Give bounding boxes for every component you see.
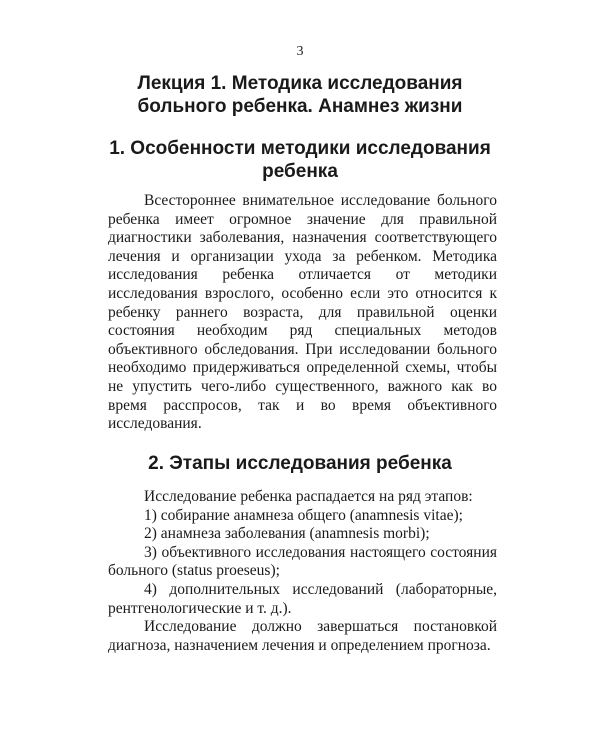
- paragraph-line: исследования ребенка отличается от методики: [108, 266, 497, 284]
- stage-item: 3) объективного исследования настоящего состояния: [144, 543, 497, 561]
- paragraph-line: исследования.: [108, 415, 202, 433]
- paragraph-line: лечения и организации ухода за ребенком. Методика: [108, 247, 497, 265]
- stage-item: 4) дополнительных исследований (лабораторные,: [144, 580, 497, 598]
- conclusion-line: Исследование должно завершаться постановкой: [144, 618, 497, 636]
- stage-item: 2) анамнеза заболевания (anamnesis morbi);: [144, 525, 430, 543]
- stage-item-continuation: больного (status proeseus);: [108, 562, 280, 580]
- stage-item: 1) собирание анамнеза общего (anamnesis vitae);: [144, 506, 463, 524]
- paragraph-line: исследования взрослого, особенно если это относится к: [108, 284, 497, 302]
- conclusion-line: диагноза, назначением лечения и определением прогноза.: [108, 636, 491, 654]
- stages-intro: Исследование ребенка распадается на ряд этапов:: [144, 488, 473, 505]
- section-1-title-line: ребенка: [262, 161, 338, 182]
- section-1-title: [100, 137, 500, 183]
- paragraph-line: объективного обследования. При исследовании больного: [108, 340, 497, 358]
- paragraph-line: не упустить чего-либо существенного, важного как во: [108, 377, 497, 395]
- paragraph-line: Всестороннее внимательное исследование больного: [144, 192, 497, 209]
- section-1-paragraph: [108, 192, 497, 434]
- section-2-title: 2. Этапы исследования ребенка: [148, 453, 452, 474]
- paragraph-line: ребенка имеет огромное значение для правильной: [108, 210, 497, 228]
- paragraph-line: состояния необходим ряд специальных методов: [108, 322, 497, 340]
- lecture-title-line: больного ребенка. Анамнез жизни: [137, 96, 463, 117]
- lecture-title: [100, 72, 500, 118]
- lecture-title-line: Лекция 1. Методика исследования: [137, 73, 463, 94]
- section-1-title-line: 1. Особенности методики исследования: [109, 138, 491, 159]
- page-number: 3: [296, 44, 304, 59]
- stage-item-continuation: рентгенологические и т. д.).: [108, 599, 292, 617]
- paragraph-line: необходимо придерживаться определенной схемы, чтобы: [108, 359, 497, 377]
- paragraph-line: диагностики заболевания, назначения соответствующего: [108, 229, 497, 247]
- paragraph-line: время расспросов, так и во время объективного: [108, 396, 497, 414]
- section-2-content: [108, 488, 497, 655]
- paragraph-line: ребенку раннего возраста, для правильной оценки: [108, 303, 497, 321]
